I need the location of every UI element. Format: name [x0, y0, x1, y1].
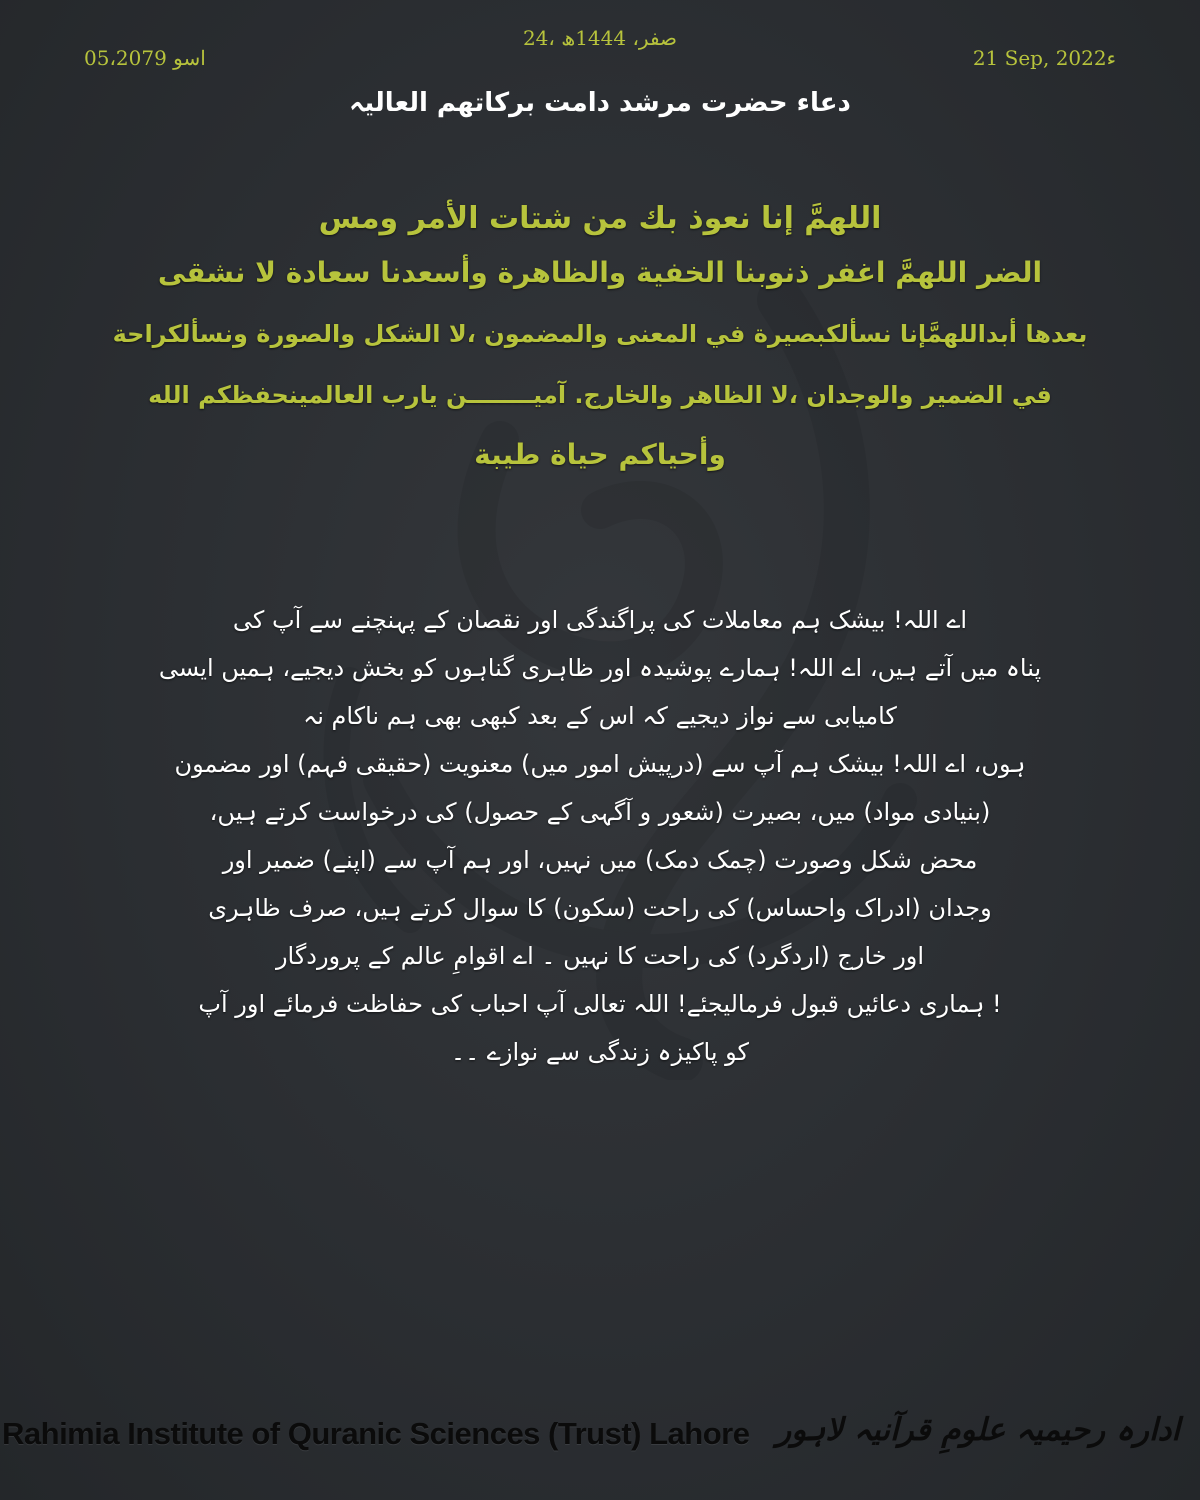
urdu-line: وجدان (ادراک واحساس) کی راحت (سکون) کا سوال کرتے ہیں، صرف ظاہری — [208, 894, 992, 922]
page-title: دعاء حضرت مرشد دامت برکاتھم العالیہ — [349, 88, 851, 118]
urdu-line: پناہ میں آتے ہیں، اے اللہ! ہمارے پوشیدہ اور ظاہری گناہوں کو بخش دیجیے، ہمیں ایسی — [158, 654, 1042, 682]
institute-name: Rahimia Institute of Quranic Sciences (Trust) Lahore — [2, 1416, 750, 1451]
hijri-date: 24، صفر، 1444ھ — [522, 26, 678, 50]
urdu-line: (بنیادی مواد) میں، بصیرت (شعور و آگہی کے حصول) کی درخواست کرتے ہیں، — [209, 798, 991, 826]
institute-footer — [0, 1412, 1200, 1476]
urdu-line: ! ہماری دعائیں قبول فرمالیجئے! اللہ تعالی آپ احباب کی حفاظت فرمائے اور آپ — [198, 990, 1002, 1018]
institute-logo-calligraphy: ادارہ رحیمیہ علومِ قرآنیہ لاہور — [776, 1412, 1180, 1448]
gregorian-date: 21 Sep, 2022ء — [972, 46, 1116, 70]
urdu-line: محض شکل وصورت (چمک دمک) میں نہیں، اور ہم آپ سے (اپنے) ضمیر اور — [222, 846, 978, 874]
urdu-line: ہوں، اے اللہ! بیشک ہم آپ سے (درپیش امور میں) معنویت (حقیقی فہم) اور مضمون — [174, 750, 1026, 778]
arabic-line: في الضمير والوجدان ،لا الظاهر والخارج. آميــــــــن يارب العالمينحفظكم الله — [148, 381, 1052, 409]
bikram-date: 05،اسو 2079 — [84, 46, 206, 70]
arabic-dua — [80, 196, 1120, 484]
arabic-line: بعدها أبداللهمَّإنا نسألكبصيرة في المعنى والمضمون ،لا الشكل والصورة ونسألكراحة — [112, 320, 1088, 348]
arabic-line: الضر اللهمَّ اغفر ذنوبنا الخفية والظاهرة وأسعدنا سعادة لا نشقى — [157, 256, 1043, 289]
urdu-line: کو پاکیزہ زندگی سے نوازے ۔۔ — [451, 1038, 749, 1066]
arabic-line: وأحياكم حياة طيبة — [474, 438, 726, 471]
urdu-translation — [90, 596, 1110, 1076]
urdu-line: اے اللہ! بیشک ہم معاملات کی پراگندگی اور نقصان کے پہنچنے سے آپ کی — [232, 606, 968, 634]
arabic-line: اللهمَّ إنا نعوذ بك من شتات الأمر ومس — [318, 201, 882, 236]
urdu-line: کامیابی سے نواز دیجیے کہ اس کے بعد کبھی بھی ہم ناکام نہ — [303, 702, 897, 730]
urdu-line: اور خارج (اردگرد) کی راحت کا نہیں ۔ اے اقوامِ عالم کے پروردگار — [275, 942, 925, 970]
